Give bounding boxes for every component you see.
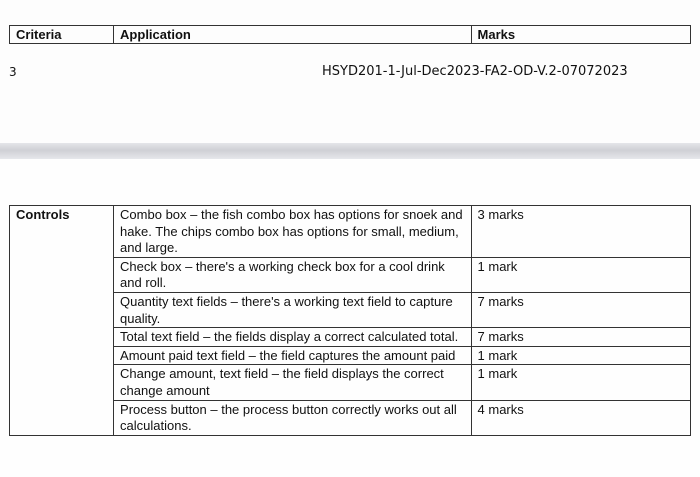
criteria-table-body <box>10 206 691 436</box>
table-row <box>10 206 691 258</box>
document-code: HSYD201-1-Jul-Dec2023-FA2-OD-V.2-07072023 <box>322 64 628 79</box>
previous-page <box>0 0 700 143</box>
application-cell: Check box – there's a working check box for a cool drink and roll. <box>114 257 471 292</box>
page-number: 3 <box>9 65 17 79</box>
application-cell: Amount paid text field – the field captures the amount paid <box>114 346 471 365</box>
marks-cell: 4 marks <box>471 400 690 435</box>
page-separator <box>0 143 700 159</box>
criteria-cell: Controls <box>10 206 114 436</box>
application-cell: Change amount, text field – the field displays the correct change amount <box>114 365 471 400</box>
header-application: Application <box>114 26 471 44</box>
application-cell: Total text field – the fields display a correct calculated total. <box>114 328 471 347</box>
marks-cell: 3 marks <box>471 206 690 258</box>
marks-cell: 1 mark <box>471 346 690 365</box>
marks-cell: 1 mark <box>471 257 690 292</box>
header-criteria: Criteria <box>10 26 114 44</box>
marks-cell: 7 marks <box>471 328 690 347</box>
criteria-table <box>9 205 691 436</box>
application-cell: Combo box – the fish combo box has options for snoek and hake. The chips combo box has options for small, medium, and large. <box>114 206 471 258</box>
marks-cell: 1 mark <box>471 365 690 400</box>
application-cell: Quantity text fields – there's a working text field to capture quality. <box>114 292 471 327</box>
header-table <box>9 25 691 44</box>
header-row <box>10 26 691 44</box>
header-marks: Marks <box>471 26 690 44</box>
marks-cell: 7 marks <box>471 292 690 327</box>
application-cell: Process button – the process button correctly works out all calculations. <box>114 400 471 435</box>
